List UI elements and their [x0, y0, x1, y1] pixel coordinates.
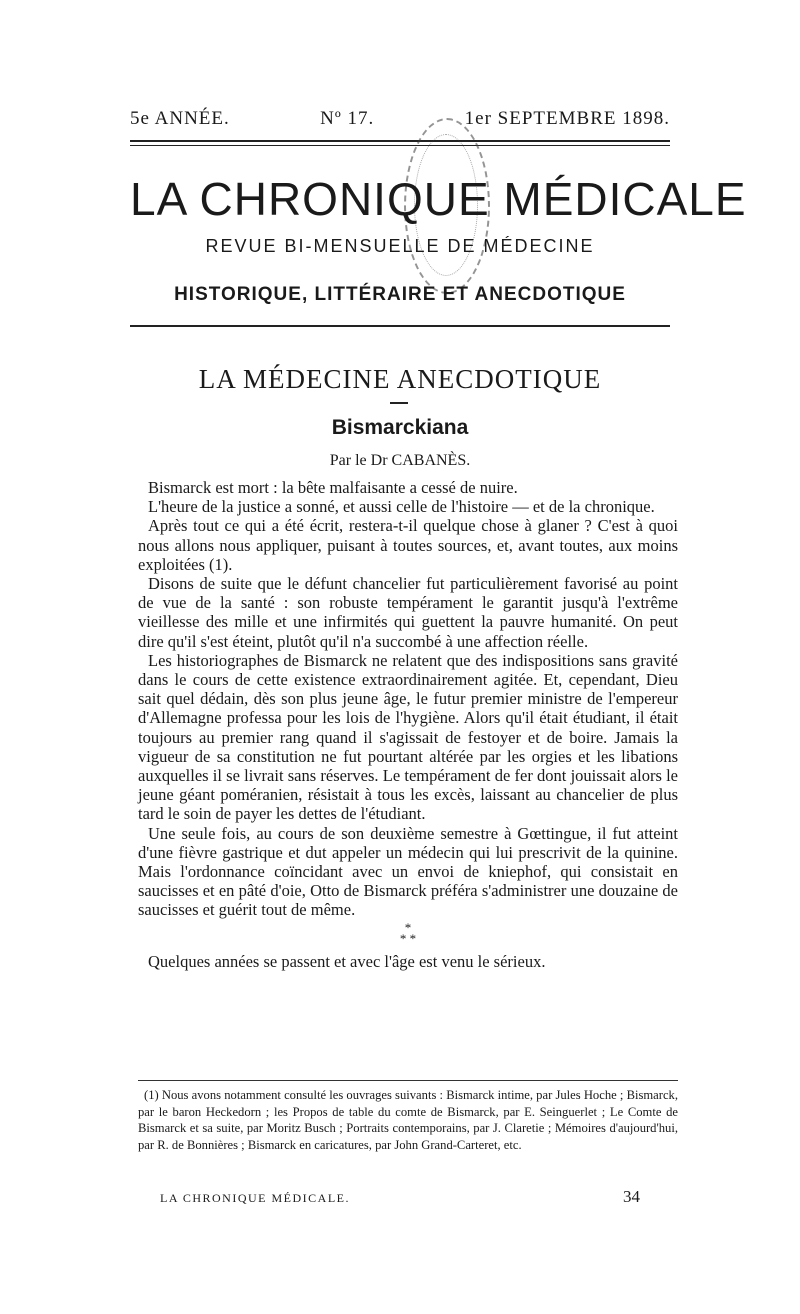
header-rule — [130, 140, 670, 146]
journal-title: LA CHRONIQUE MÉDICALE — [130, 173, 747, 225]
article-title: Bismarckiana — [331, 416, 469, 439]
paragraph: Bismarck est mort : la bête malfaisante a cessé de nuire. — [148, 478, 518, 497]
journal-subtitle: REVUE BI-MENSUELLE DE MÉDECINE — [205, 236, 595, 256]
article-body — [138, 478, 678, 971]
asterism-top: * — [404, 919, 412, 935]
footnote-text: (1) Nous avons notamment consulté les ouvrages suivants : Bismarck intime, par Jules Hoche ; Bismarck, par le baron Heckedorn ; les Propos de table du comte de Bismarck, par E. Seinguerlet ; Le Comte de Bismarck et sa suite, par Moritz Busch ; Portraits contemporains, par J. Claretie ; Mémoires d'aujourd'hui, par R. de Bonnières ; Bismarck en caricatures, par John Grand-Carteret, etc. — [138, 1088, 678, 1152]
masthead-rule — [130, 325, 670, 327]
paragraph: Disons de suite que le défunt chancelier fut particulièrement favorisé au point de vue de la santé : son robuste tempérament le garantit jusqu'à l'extrême vieillesse des mille et une infirmités qui guettent la pauvre humanité. On peut dire qu'il s'est éteint, plutôt qu'il n'a succombé à une affection réelle. — [138, 574, 678, 651]
asterism-bottom: * * — [399, 930, 417, 946]
issue-header — [130, 108, 670, 130]
article-byline: Par le Dr CABANÈS. — [329, 452, 471, 469]
page-footer — [160, 1187, 640, 1207]
closing-paragraph: Quelques années se passent et avec l'âge est venu le sérieux. — [148, 951, 546, 971]
journal-subtitle-2: HISTORIQUE, LITTÉRAIRE ET ANECDOTIQUE — [174, 284, 626, 305]
paragraph: Les historiographes de Bismarck ne relatent que des indispositions sans gravité dans le cours de cette existence extraordinairement agitée. Et, cependant, Dieu sait quel dédain, dès son plus jeune âge, le futur premier ministre de l'empereur d'Allemagne professa pour les lois de l'hygiène. Alors qu'il était étudiant, il était toujours au premier rang quand il s'agissait de festoyer et de boire. Jamais la vigueur de sa constitution ne fut pourtant altérée par les orgies et les libations auxquelles il se livrait sans réserves. Le tempérament de fer dont jouissait alors le jeune géant poméranien, résistait à tous les excès, laissant au chancelier de plus tard le soin de payer les dettes de l'étudiant. — [138, 650, 678, 824]
paragraph: Une seule fois, au cours de son deuxième semestre à Gœttingue, il fut atteint d'une fièvre gastrique et dut appeler un médecin qui lui prescrivit de la quinine. Mais l'ordonnance coïncidant avec un envoi de kniephof, qui consistait en saucisses et en pâté d'oie, Otto de Bismarck préféra s'administrer une douzaine de saucisses et guérit tout de même. — [138, 823, 678, 920]
asterism — [138, 919, 678, 946]
page-number: 34 — [623, 1187, 640, 1206]
issue-date: 1er SEPTEMBRE 1898. — [464, 108, 670, 129]
footnote — [138, 1087, 678, 1153]
issue-year: 5e ANNÉE. — [130, 108, 230, 129]
footnote-rule — [138, 1080, 678, 1081]
section-divider — [390, 402, 408, 404]
paragraph: L'heure de la justice a sonné, et aussi celle de l'histoire — et de la chronique. — [148, 497, 655, 517]
footer-journal-name: LA CHRONIQUE MÉDICALE. — [160, 1191, 350, 1205]
paragraph: Après tout ce qui a été écrit, restera-t-il quelque chose à glaner ? C'est à quoi nous allons nous appliquer, puisant à toutes sources, et, avant toutes, aux moins exploitées (1). — [138, 516, 678, 574]
section-title: LA MÉDECINE ANECDOTIQUE — [198, 364, 602, 394]
issue-number: Nº 17. — [320, 108, 375, 129]
